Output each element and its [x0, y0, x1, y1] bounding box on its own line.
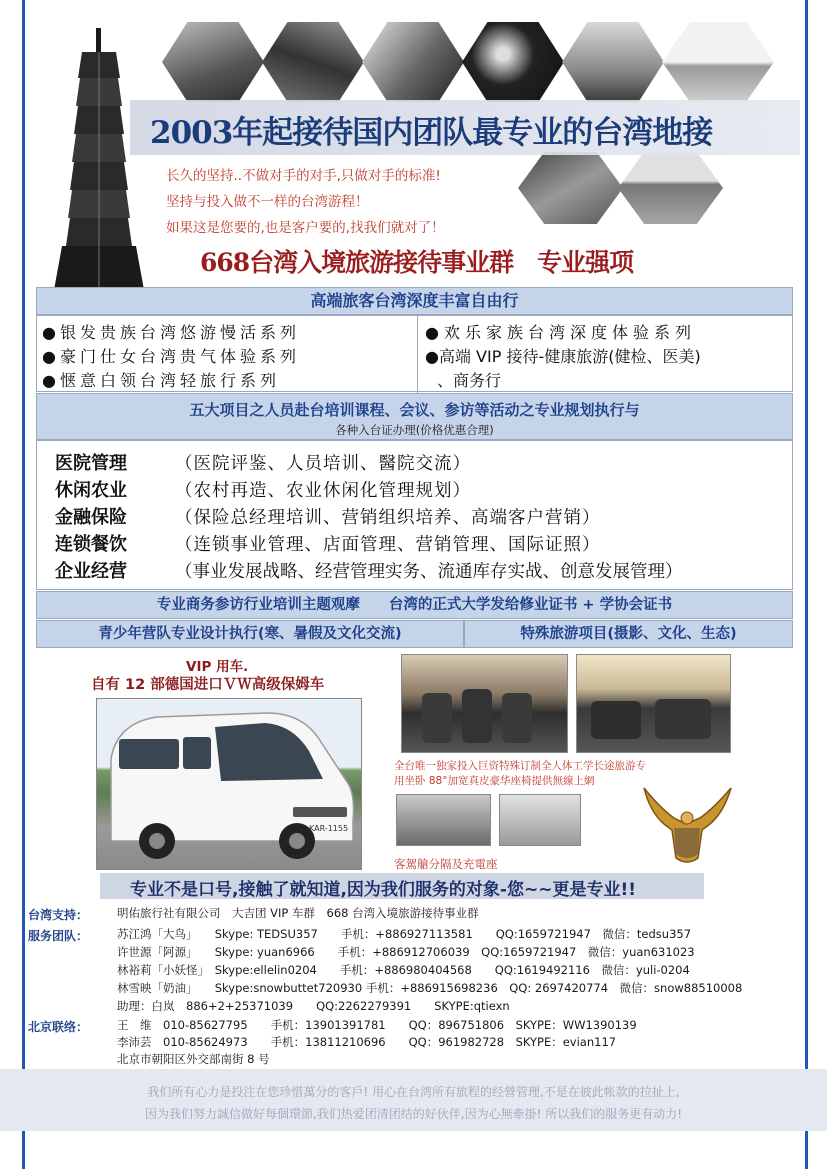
- photo-hex-2: [262, 22, 364, 102]
- seats-photo-1: [401, 654, 568, 753]
- training-row-label: 休闲农业: [55, 480, 127, 501]
- cabin-partition-photo: [396, 794, 491, 846]
- photo-hex-4: [462, 22, 564, 102]
- training-row-label: 连锁餐饮: [55, 534, 127, 555]
- team-member-row: 助理：白岚 886+2+25371039 QQ:2262279391 SKYPE:qtiexn: [117, 999, 510, 1013]
- photo-hex-8: [618, 152, 723, 224]
- vw-van-image: [97, 699, 362, 870]
- beijing-contact-row: 王 维 010-85627795 手机：13901391781 QQ：896751806 SKYPE：WW1390139: [117, 1018, 637, 1032]
- team-label: 服务团队：: [28, 929, 89, 943]
- support-text: 明佑旅行社有限公司 大吉团 VIP 车群 668 台湾入境旅游接待事业群: [117, 906, 479, 920]
- slogan-line-3: 如果这是您要的,也是客户要的,找我们就对了！: [166, 220, 445, 236]
- premium-item: ●银发贵族台湾悠游慢活系列: [42, 323, 300, 342]
- team-member-row: 林雪映「奶油」 Skype:snowbuttet720930 手机：+886915698236 QQ: 2697420774 微信：snow88510008: [117, 981, 743, 995]
- tagline: 专业不是口号,接触了就知道,因为我们服务的对象-您~~更是专业!!: [130, 880, 636, 900]
- training-row-desc: （医院评鉴、人员培训、醫院交流）: [175, 454, 471, 474]
- team-member-row: 林裕莉「小妖怪」 Skype:ellelin0204 手机：+886980404568 QQ:1619492116 微信：yuli-0204: [117, 963, 690, 977]
- footer-line-2: 因为我们努力誠信做好每個環節,我们热爱团清团结的好伙伴,因为心無牽掛! 所以我们的服务更有动力!: [144, 1107, 683, 1121]
- beijing-address: 北京市朝阳区外交部南街 8 号: [117, 1052, 270, 1066]
- photo-hex-6: [662, 22, 774, 102]
- training-row-desc: （连锁事业管理、店面管理、营销管理、国际证照）: [175, 535, 601, 555]
- section-subtitle: 668台湾入境旅游接待事业群 专业强项: [200, 248, 634, 277]
- photo-hex-3: [362, 22, 464, 102]
- license-plate: KAR-1155: [309, 824, 349, 833]
- seats-photo-2: [576, 654, 731, 753]
- cabin-note: 客駕艙分隔及充電座: [394, 857, 498, 871]
- service-bar-1: 专业商务参访行业培训主题观摩 台湾的正式大学发给修业证书 + 学协会证书: [36, 591, 793, 619]
- premium-item: ●豪门仕女台湾贵气体验系列: [42, 347, 300, 366]
- training-subheading: 各种入台证办理(价格优惠合理): [335, 423, 494, 437]
- premium-item: ●欢乐家族台湾深度体验系列: [425, 323, 696, 342]
- team-member-row: 苏江鸿「大鸟」 Skype: TEDSU357 手机：+886927113581 QQ:1659721947 微信：tedsu357: [117, 927, 692, 941]
- seat-note-line-2: 用坐卧 88°加宽真皮豪华座椅提供無線上網: [394, 775, 595, 787]
- slogan-line-2: 坚持与投入做不一样的台湾游程！: [166, 194, 369, 210]
- vw-van-photo: [96, 698, 362, 870]
- premium-divider: [417, 316, 418, 393]
- training-heading-box: [36, 393, 793, 440]
- team-member-row: 许世源「阿源」 Skype: yuan6966 手机：+886912706039 QQ:1659721947 微信：yuan631023: [117, 945, 695, 959]
- premium-heading: 高端旅客台湾深度丰富自由行: [36, 287, 793, 315]
- premium-item: ●高端 VIP 接待-健康旅游(健检、医美): [425, 347, 701, 366]
- taipei-101-tower-image: [52, 28, 147, 290]
- training-row-desc: （保险总经理培训、营销组织培养、高端客户营销）: [175, 508, 601, 528]
- training-heading: 五大项目之人员赴台培训课程、会议、参访等活动之专业规划执行与: [189, 401, 640, 419]
- support-label: 台湾支持：: [28, 908, 89, 922]
- eagle-badge-logo: [640, 778, 735, 868]
- beijing-contact-row: 李沛芸 010-85624973 手机：13811210696 QQ：961982728 SKYPE：evian117: [117, 1035, 617, 1049]
- training-row-label: 金融保险: [55, 507, 127, 528]
- reclining-seats-image: [577, 655, 731, 753]
- seat-note-line-1: 全台唯一独家投入巨资特殊订制全人体工学长途旅游专: [394, 760, 646, 772]
- training-row-label: 医院管理: [55, 453, 127, 474]
- charging-socket-photo: [499, 794, 581, 846]
- photo-hex-7: [518, 152, 623, 224]
- left-frame-line: [22, 0, 25, 1169]
- footer-line-1: 我们所有心力是投注在您珍惜萬分的客戶! 用心在台湾所有旅程的经營管理,不是在彼此帐款的拉扯上,: [147, 1085, 680, 1099]
- photo-hex-1: [162, 22, 264, 102]
- vip-title: VIP 用车.: [186, 659, 249, 675]
- premium-item: ●惬意白领台湾轻旅行系列: [42, 371, 280, 390]
- beijing-label: 北京联络：: [28, 1020, 89, 1034]
- training-row-desc: （事业发展战略、经营管理实务、流通库存实战、创意发展管理）: [175, 562, 683, 582]
- slogan-line-1: 长久的坚持..不做对手的对手,只做对手的标准!: [166, 168, 441, 184]
- photo-hex-5: [562, 22, 664, 102]
- training-row-label: 企业经营: [55, 561, 127, 582]
- main-title: 2003年起接待国内团队最专业的台湾地接: [150, 115, 713, 151]
- service-bar-2-left: 青少年营队专业设计执行(寒、暑假及文化交流): [36, 620, 464, 648]
- training-row-desc: （农村再造、农业休闲化管理规划）: [175, 481, 471, 501]
- right-frame-line: [805, 0, 808, 1169]
- service-bar-2-right: 特殊旅游项目(摄影、文化、生态): [464, 620, 793, 648]
- vip-subtitle: 自有 12 部德国进口ＶＷ高级保姆车: [91, 677, 325, 693]
- leather-seats-image: [402, 655, 568, 753]
- premium-item: 、商务行: [437, 371, 502, 390]
